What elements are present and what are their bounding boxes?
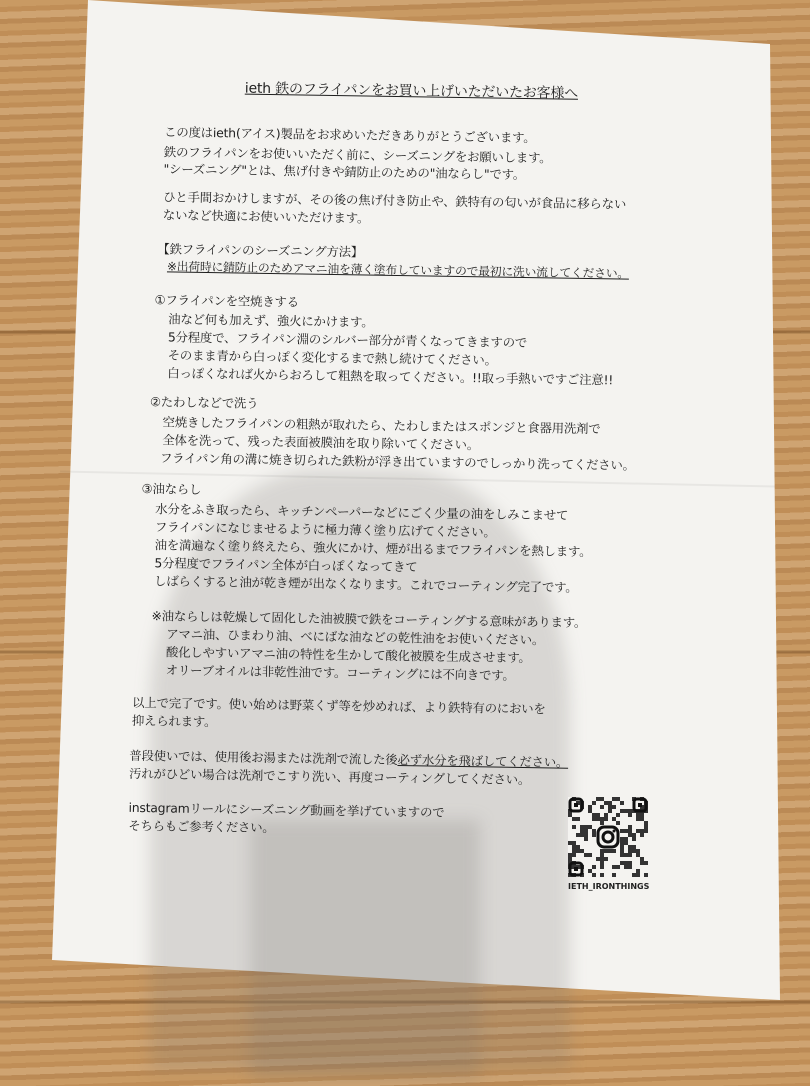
step3-line: しばらくすると油が乾き煙が出なくなります。これでコーティング完了です。	[153, 573, 578, 595]
document-title: ieth 鉄のフライパンをお買い上げいただいたお客様へ	[244, 80, 579, 102]
intro-line: この度はieth(アイス)製品をお求めいただきありがとうございます。	[164, 124, 536, 146]
step1-line: 5分程度で、フライパン淵のシルバー部分が青くなってきますので	[167, 329, 528, 351]
intro-line: ないなど快適にお使いいただけます。	[162, 207, 370, 226]
instagram-qr-code[interactable]	[568, 797, 648, 877]
step1-line: 油など何も加えず、強火にかけます。	[168, 311, 374, 330]
intro-line: "シーズニング"とは、焦げ付きや錆防止のための"油ならし"です。	[163, 161, 526, 182]
done-line: 以上で完了です。使い始めは野菜くず等を炒めれば、より鉄特有のにおいを	[132, 694, 546, 717]
daily-emphasis: 必ず水分を飛ばしてください。	[397, 752, 569, 770]
step3-note: 酸化しやすいアマニ油の特性を生かして酸化被膜を生成させます。	[165, 644, 531, 666]
step3-line: 5分程度でフライパン全体が白っぽくなってきて	[154, 555, 418, 575]
step3-note: オリーブオイルは非乾性油です。コーティングには不向きです。	[165, 662, 515, 683]
daily-line: 汚れがひどい場合は洗剤でこすり洗い、再度コーティングしてください。	[128, 765, 531, 788]
step3-line: フライパンになじませるように極力薄く塗り広げてください。	[154, 519, 496, 540]
step1-line: 白っぽくなれば火からおろして粗熱を取ってください。!!取っ手熱いですご注意!!	[167, 365, 614, 388]
instagram-line: そちらもご参考ください。	[128, 817, 275, 836]
step1-heading: ①フライパンを空焼きする	[154, 292, 300, 310]
intro-line: ひと手間おかけしますが、その後の焦げ付き防止や、鉄特有の匂いが食品に移らない	[163, 189, 627, 212]
method-note: ※出荷時に錆防止のためアマニ油を薄く塗布していますので最初に洗い流してください。	[166, 259, 630, 281]
step2-heading: ②たわしなどで洗う	[149, 394, 259, 411]
qr-label: IETH_IRONTHINGS	[568, 882, 650, 891]
step3-note: ※油ならしは乾燥して固化した油被膜で鉄をコーティングする意味があります。	[151, 608, 587, 630]
method-heading: 【鉄フライパンのシーズニング方法】	[157, 241, 364, 260]
intro-line: 鉄のフライパンをお使いいただく前に、シーズニングをお願いします。	[163, 144, 552, 166]
step2-line: 全体を洗って、残った表面被膜油を取り除いてください。	[162, 432, 480, 453]
step3-line: 油を満遍なく塗り終えたら、強火にかけ、煙が出るまでフライパンを熱します。	[154, 537, 592, 560]
step2-line: 空焼きしたフライパンの粗熱が取れたら、たわしまたはスポンジと食器用洗剤で	[162, 414, 601, 437]
done-line: 抑えられます。	[131, 712, 217, 730]
step3-line: 水分をふき取ったら、キッチンペーパーなどにごく少量の油をしみこませて	[155, 501, 569, 523]
daily-text: 普段使いでは、使用後お湯または洗剤で流した後	[129, 747, 398, 768]
step3-heading: ③油ならし	[141, 480, 202, 497]
step2-line: フライパン角の溝に焼き切られた鉄粉が浮き出ていますのでしっかり洗ってください。	[159, 450, 635, 473]
step3-note: アマニ油、ひまわり油、べにばな油などの乾性油をお使いください。	[166, 626, 545, 648]
step1-line: そのまま青から白っぽく変化するまで熱し続けてください。	[167, 347, 497, 368]
instagram-line: instagramリールにシーズニング動画を挙げていますので	[128, 799, 445, 820]
